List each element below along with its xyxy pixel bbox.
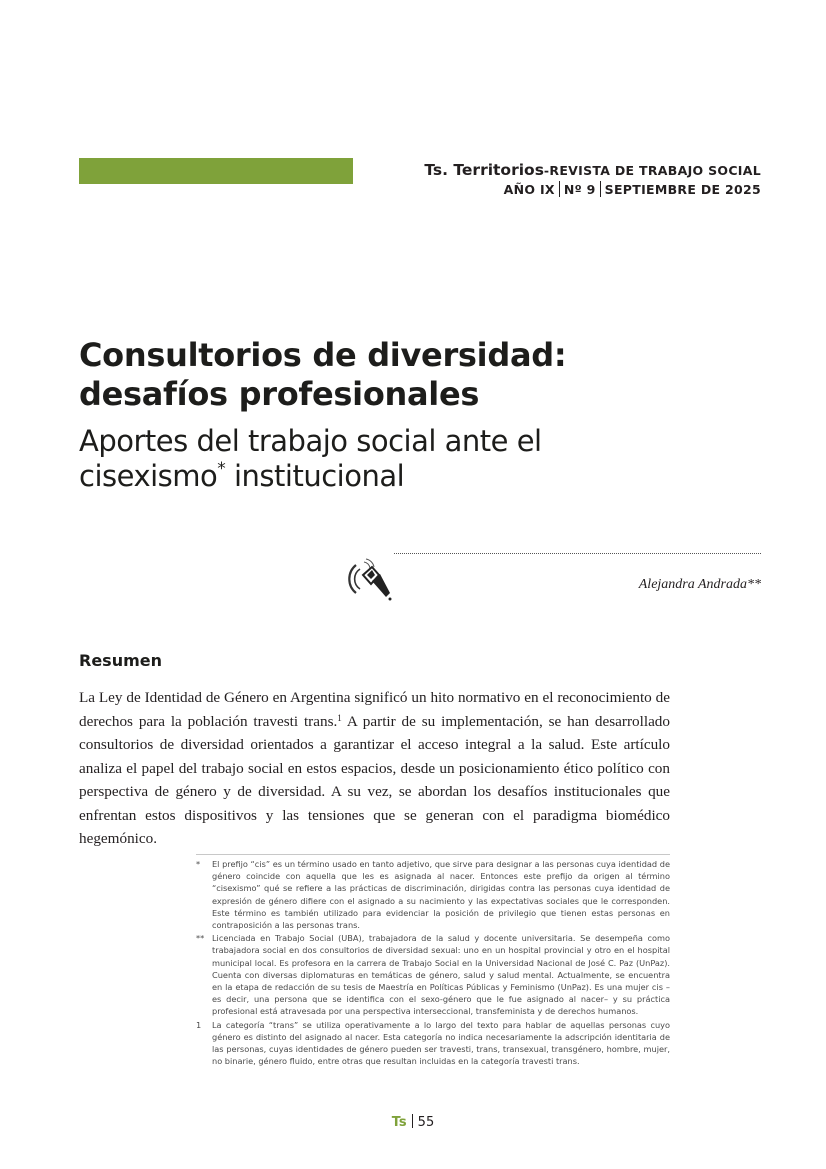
footnote-mark: ** xyxy=(196,933,205,944)
page-number: 55 xyxy=(417,1115,435,1130)
footer-separator xyxy=(412,1114,413,1128)
fountain-pen-icon xyxy=(344,553,396,605)
abstract-heading: Resumen xyxy=(79,651,162,670)
author-divider xyxy=(394,553,761,554)
journal-header xyxy=(424,160,761,199)
abstract-text-part-1: La Ley de Identidad de Género en Argentina significó un hito normativo en el reconocimiento de derechos para la población travesti trans. xyxy=(79,689,670,730)
footnote-divider xyxy=(196,854,670,855)
title-line-2: desafíos profesionales xyxy=(79,375,480,413)
article-subtitle xyxy=(79,424,759,494)
subtitle-footnote-mark[interactable]: * xyxy=(217,459,226,479)
footer-brand: Ts xyxy=(391,1115,407,1130)
title-line-1: Consultorios de diversidad: xyxy=(79,336,567,374)
footnote-mark: * xyxy=(196,859,201,869)
header-separator xyxy=(559,181,560,197)
subtitle-line-1: Aportes del trabajo social ante el xyxy=(79,424,542,458)
journal-name: Ts. Territorios xyxy=(424,161,544,179)
journal-year: AÑO IX xyxy=(503,182,555,197)
page-footer xyxy=(0,1114,826,1130)
abstract-text-part-2: A partir de su implementación, se han desarrollado consultorios de diversidad orientados a garantizar el acceso integral a la salud. Este artículo analiza el papel del trabajo social en estos espacios, desde un posicionamiento ético político con perspectiva de género y de diversidad. A su vez, se abordan los desafíos institucionales que enfrentan estos dispositivos y las tensiones que se generan con el paradigma biomédico hegemónico. xyxy=(79,712,670,847)
footnote-ref-1[interactable]: 1 xyxy=(337,712,342,723)
journal-issue: Nº 9 xyxy=(563,182,596,197)
footnote-item xyxy=(196,858,670,931)
header-separator xyxy=(600,181,601,197)
footnotes xyxy=(196,858,670,1068)
subtitle-line-2-post: institucional xyxy=(225,459,405,493)
footnote-text: La categoría “trans” se utiliza operativamente a lo largo del texto para hablar de aquellas personas cuyo género es distinto del asignado al nacer. Esta categoría no indica necesariamente la adscripción identitaria de las personas, cuyas identidades de género pueden ser travesti, trans, transexual, transgénero, hombre, mujer, no binarie, género fluido, entre otras que resultan incluidas en la categoría travesti trans. xyxy=(212,1019,670,1067)
author-name: Alejandra Andrada** xyxy=(638,577,761,592)
article-title xyxy=(79,336,759,414)
footnote-text: Licenciada en Trabajo Social (UBA), trabajadora de la salud y docente universitaria. Se desempeña como trabajadora social en dos consultorios de diversidad sexual: uno en un hospital provincial y otro en el hospital municipal local. Es profesora en la carrera de Trabajo Social en la Universidad Nacional de José C. Paz (UnPaz). Cuenta con diversas diplomaturas en temáticas de género, salud y salud mental. Actualmente, se encuentra en la etapa de redacción de su tesis de Maestría en Políticas Públicas y Feminismo (UnPaz). Es una mujer cis –es decir, una persona que se identifica con el sexo-género que le fue asignado al nacer– y su práctica profesional está atravesada por una perspectiva interseccional, transfeminista y de derechos humanos. xyxy=(212,933,670,1017)
footnote-item xyxy=(196,1019,670,1068)
footnote-text: El prefijo “cis” es un término usado en tanto adjetivo, que sirve para designar a las personas cuya identidad de género coincide con aquella que les es asignada al nacer. Entonces este prefijo da origen al término “cisexismo” qué se refiere a las prácticas de discriminación, dirigidas contra las personas cuya identidad de expresión de género difiere con el asignado a su nacimiento y las expectativas sociales que le corresponden. Este término es también utilizado para evidenciar la posición de privilegio que tienen estas personas en contraposición a las personas trans. xyxy=(212,859,670,931)
header-accent-bar xyxy=(79,158,353,184)
subtitle-line-2-pre: cisexismo xyxy=(79,459,218,493)
abstract-text xyxy=(79,686,670,851)
journal-date: SEPTIEMBRE DE 2025 xyxy=(604,182,761,197)
footnote-item xyxy=(196,932,670,1017)
journal-subtitle: -REVISTA DE TRABAJO SOCIAL xyxy=(543,163,761,178)
footnote-mark: 1 xyxy=(196,1019,202,1030)
